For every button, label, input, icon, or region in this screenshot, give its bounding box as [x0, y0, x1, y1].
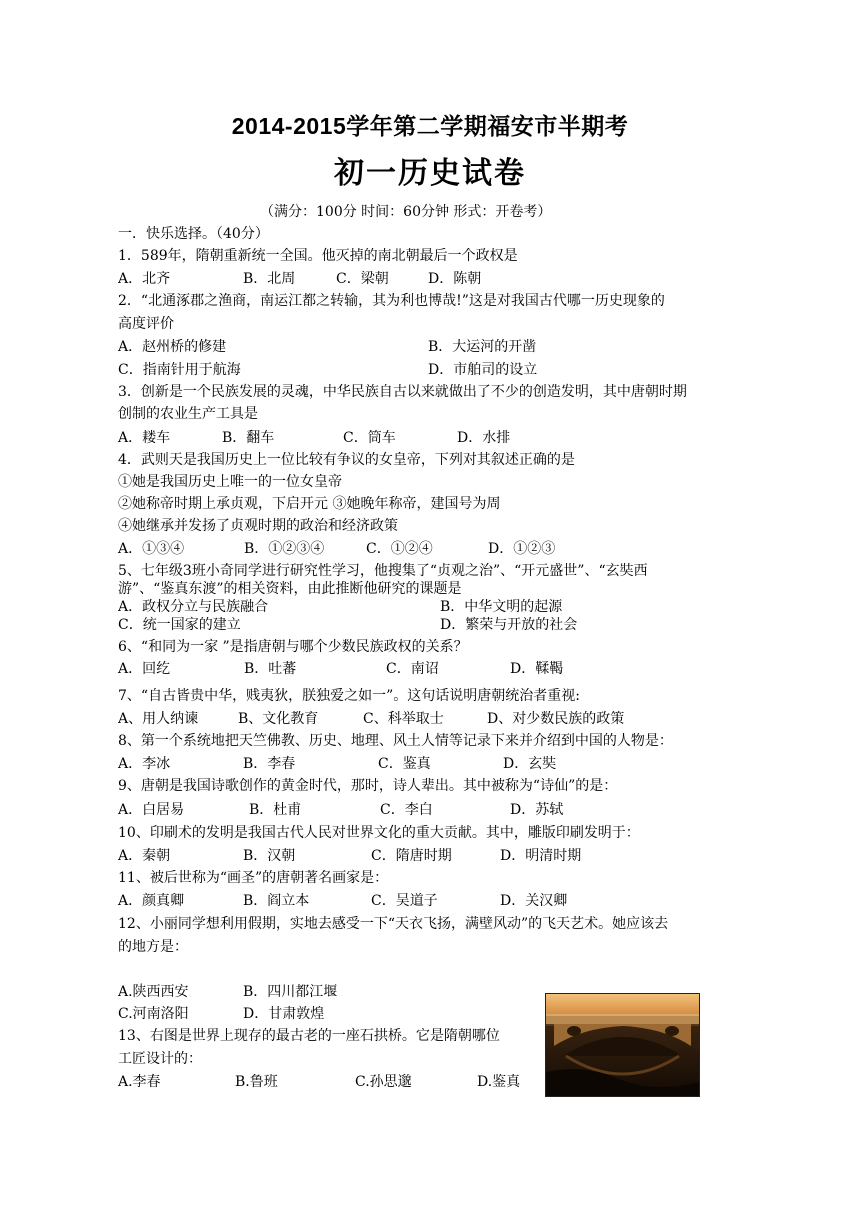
- question-stem: 2．“北通涿郡之渔商，南运江都之转输，其为利也博哉!”这是对我国古代哪一历史现象的: [118, 293, 665, 309]
- option-d: D、对少数民族的政策: [487, 711, 625, 727]
- option-a: A．北齐: [118, 271, 171, 287]
- section-heading: 一．快乐选择。（40分）: [118, 226, 269, 242]
- option-d: D．关汉卿: [500, 893, 568, 909]
- exam-info: （满分：100分 时间：60分钟 形式：开卷考）: [260, 204, 552, 220]
- question-stem-cont: 高度评价: [118, 316, 174, 332]
- option-d: D．甘肃敦煌: [243, 1006, 325, 1022]
- question-stem: 4．武则天是我国历史上一位比较有争议的女皇帝，下列对其叙述正确的是: [118, 452, 575, 468]
- exam-title: 2014-2015学年第二学期福安市半期考: [231, 113, 629, 139]
- option-c: C．梁朝: [336, 271, 389, 287]
- option-b: B、文化教育: [238, 711, 319, 727]
- option-d: D．陈朝: [428, 271, 482, 287]
- exam-subtitle: 初一历史试卷: [334, 157, 526, 190]
- option-d: D．市舶司的设立: [428, 362, 538, 378]
- option-b: B．大运河的开凿: [428, 339, 537, 355]
- option-c: C．李白: [380, 802, 433, 818]
- option-b: B.鲁班: [235, 1074, 278, 1090]
- question-stem-cont: 游”、“鉴真东渡”的相关资料，由此推断他研究的课题是: [118, 581, 462, 597]
- statement: ④她继承并发扬了贞观时期的政治和经济政策: [118, 518, 398, 534]
- option-b: B．四川都江堰: [243, 984, 338, 1000]
- question-stem: 5、七年级3班小奇同学进行研究性学习，他搜集了“贞观之治”、“开元盛世”、“玄奘西: [118, 563, 648, 579]
- question-stem: 7、“自古皆贵中华，贱夷狄，朕独爱之如一”。这句话说明唐朝统治者重视:: [118, 688, 580, 704]
- option-c: C．统一国家的建立: [118, 617, 241, 633]
- option-a: A．回纥: [118, 661, 171, 677]
- option-b: B．①②③④: [244, 541, 325, 557]
- question-stem: 8、第一个系统地把天竺佛教、历史、地理、风土人情等记录下来并介绍到中国的人物是：: [118, 733, 673, 749]
- option-c: C．南诏: [386, 661, 439, 677]
- option-c: C.孙思邈: [355, 1074, 412, 1090]
- option-b: B．中华文明的起源: [440, 599, 563, 615]
- option-b: B．汉朝: [243, 848, 296, 864]
- option-c: C．鉴真: [378, 756, 431, 772]
- option-a: A．秦朝: [118, 848, 171, 864]
- question-stem: 13、右图是世界上现存的最古老的一座石拱桥。它是隋朝哪位: [118, 1028, 500, 1044]
- question-stem-cont: 工匠设计的：: [118, 1051, 202, 1067]
- statement: ②她称帝时期上承贞观，下启开元 ③她晚年称帝，建国号为周: [118, 496, 501, 512]
- question-stem: 1．589年，隋朝重新统一全国。他灭掉的南北朝最后一个政权是: [118, 248, 518, 264]
- option-d: D．①②③: [488, 541, 556, 557]
- question-stem: 3．创新是一个民族发展的灵魂，中华民族自古以来就做出了不少的创造发明，其中唐朝时期: [118, 384, 687, 400]
- option-a: A．李冰: [118, 756, 171, 772]
- question-stem: 11、被后世称为“画圣”的唐朝著名画家是：: [118, 870, 389, 886]
- option-a: A．赵州桥的修建: [118, 339, 227, 355]
- option-d: D．鞣鞨: [510, 661, 564, 677]
- option-b: B．北周: [243, 271, 296, 287]
- option-d: D．水排: [457, 430, 511, 446]
- option-a: A、用人纳谏: [118, 711, 199, 727]
- option-b: B．李春: [243, 756, 296, 772]
- option-d: D．明清时期: [500, 848, 582, 864]
- option-a: A．耧车: [118, 430, 171, 446]
- option-c: C．吴道子: [371, 893, 438, 909]
- option-c: C．①②④: [366, 541, 433, 557]
- option-a: A.李春: [118, 1074, 161, 1090]
- option-c: C、科举取士: [363, 711, 444, 727]
- question-stem: 9、唐朝是我国诗歌创作的黄金时代，那时，诗人辈出。其中被称为“诗仙”的是：: [118, 778, 618, 794]
- option-b: B．杜甫: [249, 802, 302, 818]
- bridge-illustration: [546, 994, 699, 1096]
- option-d: D．玄奘: [503, 756, 557, 772]
- option-b: B．阎立本: [243, 893, 310, 909]
- option-a: A．①③④: [118, 541, 185, 557]
- option-d: D．繁荣与开放的社会: [440, 617, 578, 633]
- option-d: D.鉴真: [477, 1074, 521, 1090]
- option-c: C．隋唐时期: [371, 848, 452, 864]
- statement: ①她是我国历史上唯一的一位女皇帝: [118, 474, 342, 490]
- question-stem-cont: 创制的农业生产工具是: [118, 406, 258, 422]
- option-c: C.河南洛阳: [118, 1006, 189, 1022]
- option-c: C．筒车: [343, 430, 396, 446]
- option-d: D．苏轼: [510, 802, 564, 818]
- option-a: A．白居易: [118, 802, 185, 818]
- option-c: C．指南针用于航海: [118, 362, 241, 378]
- question-stem: 10、印刷术的发明是我国古代人民对世界文化的重大贡献。其中，雕版印刷发明于：: [118, 825, 640, 841]
- question-stem: 6、“和同为一家 ”是指唐朝与哪个少数民族政权的关系？: [118, 639, 468, 655]
- option-b: B．吐蕃: [244, 661, 297, 677]
- question-stem-cont: 的地方是：: [118, 939, 188, 955]
- stone-arch-bridge-photo: [545, 993, 700, 1097]
- option-a: A．颜真卿: [118, 893, 185, 909]
- option-b: B．翻车: [222, 430, 275, 446]
- option-a: A．政权分立与民族融合: [118, 599, 269, 615]
- question-stem: 12、小丽同学想利用假期，实地去感受一下“天衣飞扬，满壁风动”的飞天艺术。她应该去: [118, 916, 669, 932]
- option-a: A.陕西西安: [118, 984, 189, 1000]
